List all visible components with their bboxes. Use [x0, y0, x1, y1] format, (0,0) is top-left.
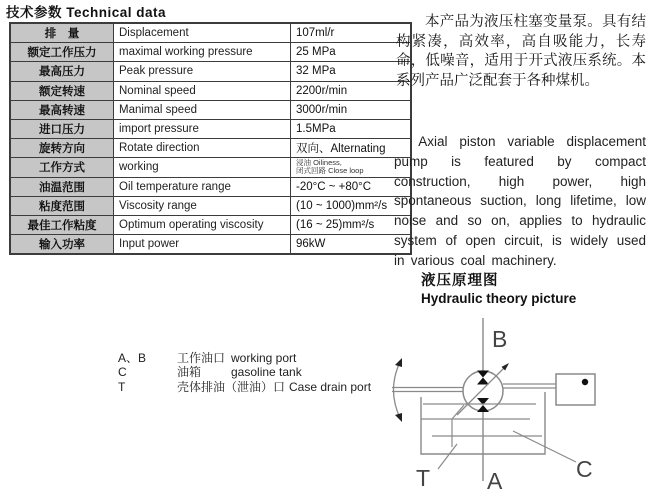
label-tank-c: C — [576, 456, 593, 482]
legend-row-c — [118, 365, 371, 379]
table-row — [10, 62, 411, 81]
spec-value: -20°C ~ +80°C — [291, 177, 412, 196]
spec-name-en: Peak pressure — [114, 62, 291, 81]
table-row — [10, 158, 411, 177]
spec-name-en: Oil temperature range — [114, 177, 291, 196]
legend-row-ab — [118, 351, 371, 365]
legend-key: C — [118, 365, 127, 380]
spec-value: 96kW — [291, 235, 412, 255]
spec-name-cn: 额定转速 — [10, 81, 114, 100]
control-box-dot — [582, 379, 588, 385]
spec-value-two-line — [291, 158, 412, 177]
spec-name-en: import pressure — [114, 119, 291, 138]
spec-value: 1.5MPa — [291, 119, 412, 138]
legend-cn: 油箱 — [177, 365, 202, 380]
table-row — [10, 139, 411, 158]
spec-value: 32 MPa — [291, 62, 412, 81]
spec-value: 3000r/min — [291, 100, 412, 119]
rotation-arrowhead-bottom — [395, 413, 402, 422]
spec-value: (10 ~ 1000)mm²/s — [291, 196, 412, 215]
spec-name-cn: 最高压力 — [10, 62, 114, 81]
spec-value: 2200r/min — [291, 81, 412, 100]
spec-name-cn: 最佳工作粘度 — [10, 215, 114, 234]
table-row — [10, 235, 411, 255]
label-port-t: T — [416, 465, 431, 491]
diagram-heading-cn: 液压原理图 — [421, 273, 499, 289]
table-row — [10, 23, 411, 43]
spec-name-cn: 最高转速 — [10, 100, 114, 119]
spec-name-en: Viscosity range — [114, 196, 291, 215]
spec-name-cn: 粘度范围 — [10, 196, 114, 215]
spec-value-line1: 浸油 Oiliness, — [296, 157, 342, 167]
spec-name-en: Optimum operating viscosity — [114, 215, 291, 234]
intro-paragraph-english: Axial piston variable displacement pump is featured by compact construction, high power, high spontaneous suction, long lifetime, low noise and so on, applies to hydraulic system of open circuit, is widely used in various coal machinery. — [394, 134, 646, 268]
table-row — [10, 119, 411, 138]
legend-cn: 工作油口 — [177, 351, 226, 365]
spec-name-en: Input power — [114, 235, 291, 255]
spec-name-cn: 额定工作压力 — [10, 43, 114, 62]
legend-en: working port — [231, 351, 297, 365]
spec-name-en: Manimal speed — [114, 100, 291, 119]
hydraulic-schematic — [388, 315, 648, 494]
port-legend — [118, 351, 371, 394]
intro-paragraph-chinese: 本产品为液压柱塞变量泵。具有结构紧凑，高效率，高自吸能力，长寿命，低噪音，适用于开式液压系统。本系列产品广泛配套于各种煤机。 — [396, 14, 646, 89]
rotation-arrowhead-top — [395, 358, 402, 367]
label-port-b: B — [492, 326, 508, 352]
page-title: 技术参数 Technical data — [6, 5, 167, 20]
legend-en: Case drain port — [289, 379, 372, 394]
label-port-a: A — [487, 468, 503, 494]
rotation-arc — [394, 362, 401, 418]
table-row — [10, 177, 411, 196]
table-row — [10, 100, 411, 119]
spec-value: 双向、Alternating — [291, 139, 412, 158]
legend-en: gasoline tank — [231, 365, 302, 380]
spec-name-en: working — [114, 158, 291, 177]
spec-name-cn: 工作方式 — [10, 158, 114, 177]
spec-name-cn: 油温范围 — [10, 177, 114, 196]
table-row — [10, 43, 411, 62]
spec-name-cn: 旋转方向 — [10, 139, 114, 158]
diagram-heading — [421, 273, 576, 307]
spec-name-en: Rotate direction — [114, 139, 291, 158]
diagram-heading-en: Hydraulic theory picture — [421, 291, 577, 306]
table-row — [10, 196, 411, 215]
table-row — [10, 215, 411, 234]
spec-value: (16 ~ 25)mm²/s — [291, 215, 412, 234]
control-box — [556, 374, 595, 405]
spec-value: 107ml/r — [291, 23, 412, 43]
spec-name-cn: 排 量 — [10, 23, 114, 43]
spec-name-cn: 进口压力 — [10, 119, 114, 138]
spec-name-en: maximal working pressure — [114, 43, 291, 62]
legend-row-t — [118, 380, 371, 394]
spec-name-cn: 输入功率 — [10, 235, 114, 255]
case-drain-line — [452, 405, 464, 419]
spec-value: 25 MPa — [291, 43, 412, 62]
spec-name-en: Nominal speed — [114, 81, 291, 100]
spec-table — [9, 22, 412, 255]
legend-key: T — [118, 379, 126, 394]
spec-value-line2: 闭式回路 Close loop — [296, 166, 364, 176]
legend-key: A、B — [118, 351, 147, 365]
table-row — [10, 81, 411, 100]
spec-name-en: Displacement — [114, 23, 291, 43]
t-leader-line — [438, 444, 457, 469]
legend-cn: 壳体排油（泄油）口 — [177, 379, 286, 394]
